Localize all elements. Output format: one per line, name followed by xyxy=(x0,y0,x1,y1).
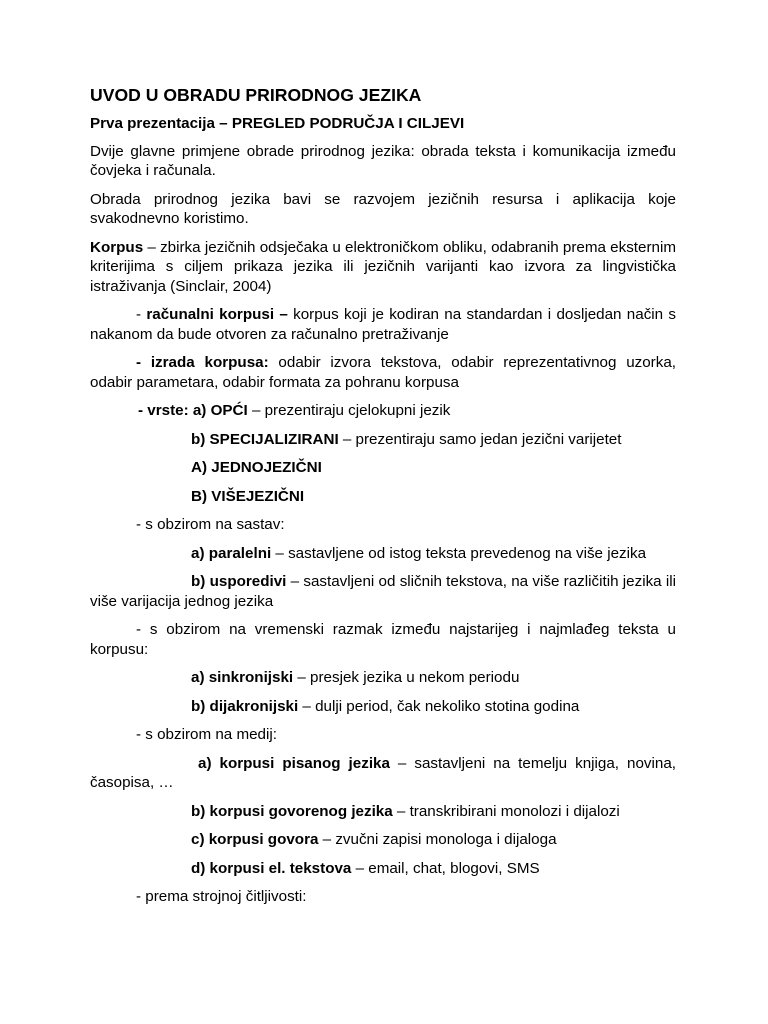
document-body xyxy=(90,84,676,916)
term-racunalni-korpusi: računalni korpusi – xyxy=(146,306,288,323)
dash-prefix: - xyxy=(136,306,147,323)
item-specijalizirani xyxy=(90,430,676,450)
paragraph-applications: Dvije glavne primjene obrade prirodnog jezika: obrada teksta i komunikacija između čovjeka i računala. xyxy=(90,142,676,179)
term-specijalizirani: b) SPECIJALIZIRANI xyxy=(191,430,339,448)
item-govoreni-korpusi xyxy=(90,802,676,822)
term-izrada-korpusa: - izrada korpusa: xyxy=(136,354,269,371)
paragraph-korpus xyxy=(90,238,676,297)
definition-specijalizirani: – prezentiraju samo jedan jezični varijetet xyxy=(338,430,622,448)
definition-opci: – prezentiraju cjelokupni jezik xyxy=(247,402,451,419)
heading-strojna-citljivost: - prema strojnoj čitljivosti: xyxy=(136,888,307,905)
page-title: UVOD U OBRADU PRIRODNOG JEZIKA xyxy=(90,85,422,105)
definition-sinkronijski: – presjek jezika u nekom periodu xyxy=(293,669,520,686)
item-paralelni xyxy=(90,544,676,564)
definition-elektronski-tekstovi: – email, chat, blogovi, SMS xyxy=(351,859,540,877)
term-pisani-korpusi: a) korpusi pisanog jezika xyxy=(198,754,390,772)
term-korpus: Korpus xyxy=(90,238,144,256)
term-usporedivi: b) usporedivi xyxy=(191,573,287,590)
definition-paralelni: – sastavljene od istog teksta prevedenog na više jezika xyxy=(271,544,647,562)
paragraph-racunalni-korpusi xyxy=(90,305,676,344)
item-jednojezicni: A) JEDNOJEZIČNI xyxy=(191,459,322,476)
term-elektronski-tekstovi: d) korpusi el. tekstova xyxy=(191,859,352,877)
definition-usporedivi: – sastavljeni od sličnih tekstova, na više različitih jezika ili više varijacija jednog jezika xyxy=(90,573,676,610)
term-dijakronijski: b) dijakronijski xyxy=(191,697,299,715)
item-sinkronijski xyxy=(90,668,676,688)
term-korpusi-govora: c) korpusi govora xyxy=(191,831,319,848)
heading-vremenski-razmak: - s obzirom na vremenski razmak između najstarijeg i najmlađeg teksta u korpusu: xyxy=(90,621,676,658)
presentation-subtitle: Prva prezentacija – PREGLED PODRUČJA I CILJEVI xyxy=(90,115,465,132)
heading-sastav: - s obzirom na sastav: xyxy=(136,516,285,533)
item-vrste-opci xyxy=(90,401,676,421)
item-korpusi-govora xyxy=(90,830,676,850)
term-sinkronijski: a) sinkronijski xyxy=(191,669,294,686)
term-vrste-opci: - vrste: a) OPĆI xyxy=(138,402,248,419)
definition-korpus: – zbirka jezičnih odsječaka u elektroničkom obliku, odabranih prema eksternim kriterijima s ciljem prikaza jezika ili jezičnih varijanti kao izvora za lingvistička istraživanja (Sinclair, 2004) xyxy=(90,238,676,295)
term-govoreni-korpusi: b) korpusi govorenog jezika xyxy=(191,802,393,820)
item-visejezicni: B) VIŠEJEZIČNI xyxy=(191,487,305,505)
definition-racunalni-korpusi: korpus koji je kodiran na standardan i dosljedan način s nakanom da bude otvoren za računalno pretraživanje xyxy=(90,306,677,343)
item-pisani-korpusi xyxy=(90,754,676,793)
definition-korpusi-govora: – zvučni zapisi monologa i dijaloga xyxy=(318,831,557,848)
item-dijakronijski xyxy=(90,697,676,717)
paragraph-izrada-korpusa xyxy=(90,353,676,392)
definition-govoreni-korpusi: – transkribirani monolozi i dijalozi xyxy=(392,802,620,820)
item-usporedivi xyxy=(90,572,676,611)
definition-dijakronijski: – dulji period, čak nekoliko stotina godina xyxy=(298,697,580,715)
heading-medij: - s obzirom na medij: xyxy=(136,726,277,743)
term-paralelni: a) paralelni xyxy=(191,544,272,562)
paragraph-resources: Obrada prirodnog jezika bavi se razvojem jezičnih resursa i aplikacija koje svakodnevno koristimo. xyxy=(90,190,676,227)
definition-izrada-korpusa: odabir izvora tekstova, odabir reprezentativnog uzorka, odabir parametara, odabir formata za pohranu korpusa xyxy=(90,354,676,391)
definition-pisani-korpusi: – sastavljeni na temelju knjiga, novina, časopisa, … xyxy=(90,754,676,791)
item-elektronski-tekstovi xyxy=(90,859,676,879)
